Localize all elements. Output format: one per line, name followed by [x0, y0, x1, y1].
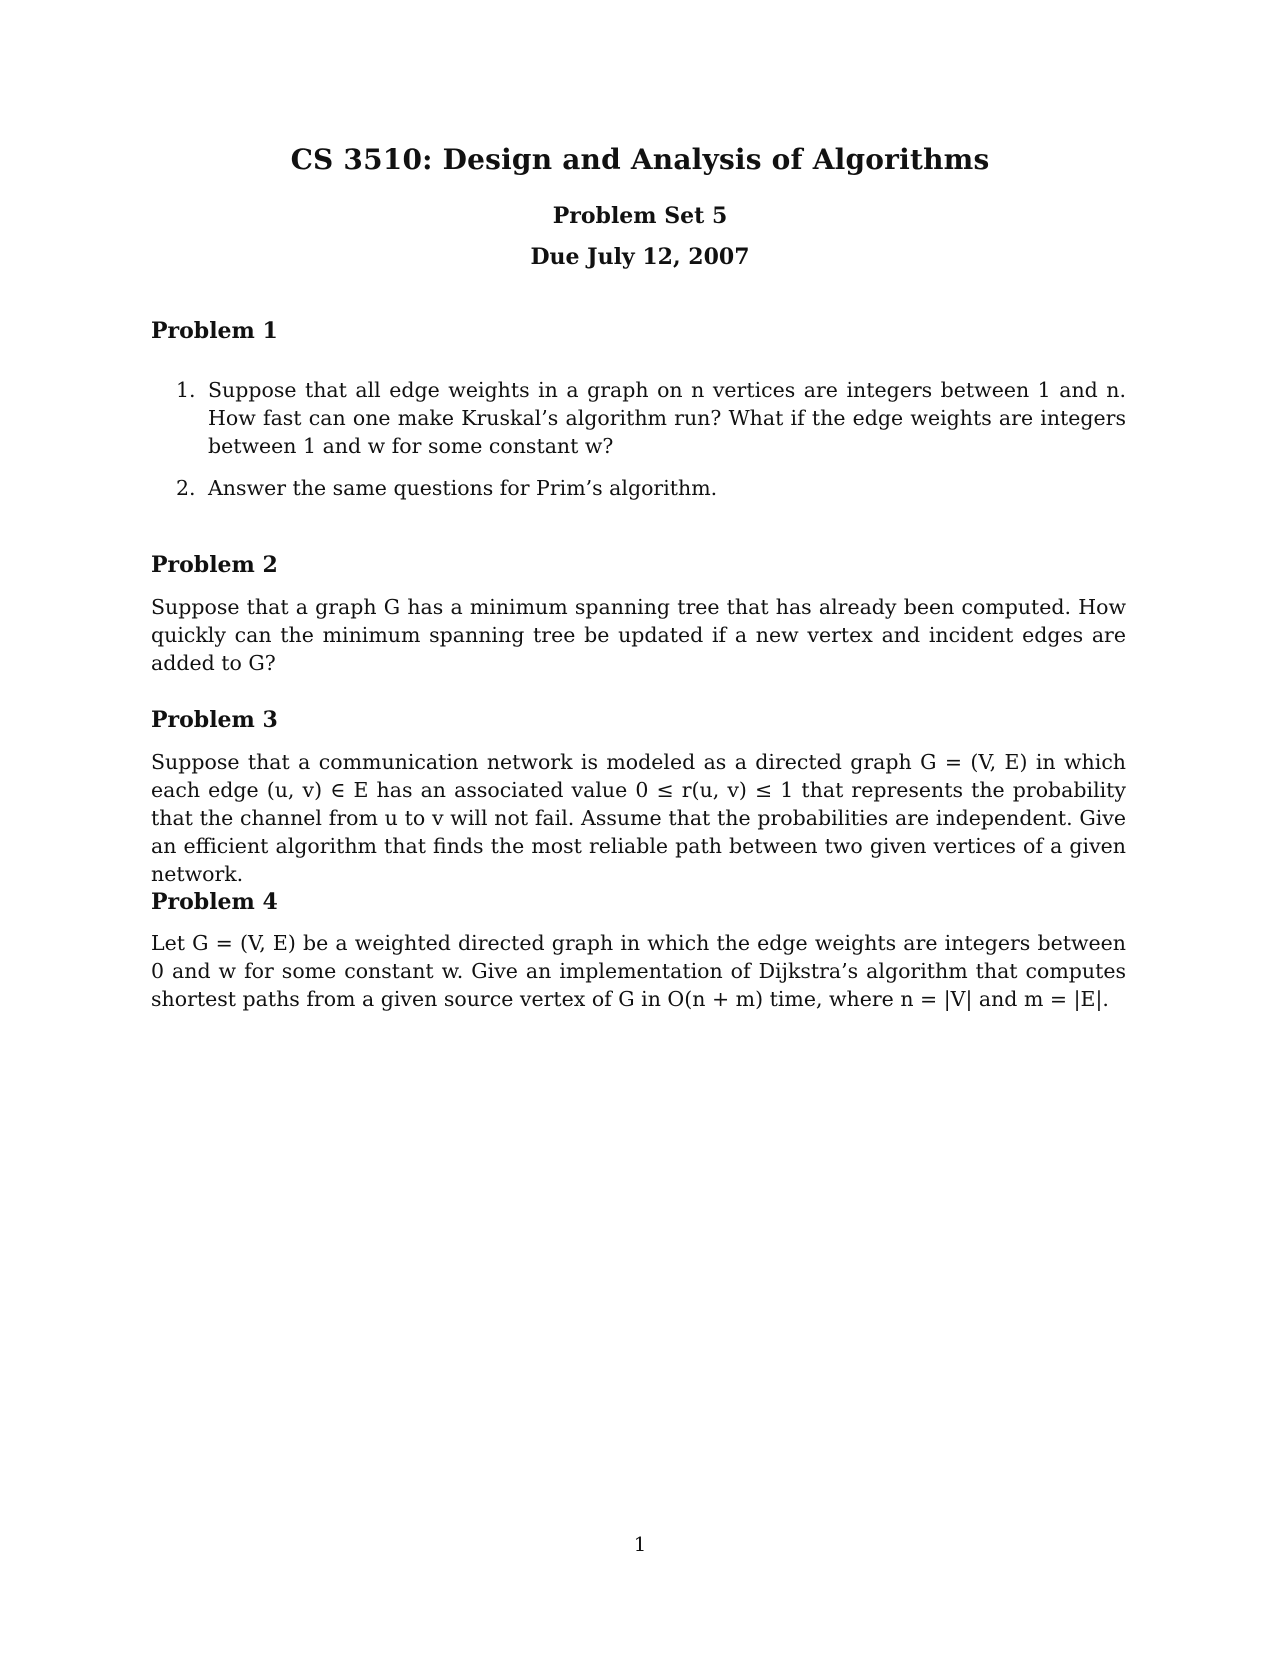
problem-1-item-1-text: Suppose that all edge weights in a graph on n vertices are integers between 1 and n. How fast can one make Kruskal’s algorithm run? What if the edge weights are integers between 1 and w for some constant w?: [208, 378, 1126, 458]
problem-1-heading: Problem 1: [151, 318, 278, 344]
problem-1-item-2: [151, 474, 1126, 502]
problem-3-heading: Problem 3: [151, 707, 278, 733]
problem-2-text: Suppose that a graph G has a minimum spanning tree that has already been computed. How quickly can the minimum spanning tree be updated if a new vertex and incident edges are added to G?: [151, 595, 1126, 675]
list-number: 2.: [176, 476, 196, 500]
due-date: Due July 12, 2007: [530, 244, 750, 270]
list-number: 1.: [176, 378, 196, 402]
problem-4-text: Let G = (V, E) be a weighted directed graph in which the edge weights are integers between 0 and w for some constant w. Give an implementation of Dijkstra’s algorithm that computes shortest paths from a given source vertex of G in O(n + m) time, where n = |V| and m = |E|.: [151, 931, 1126, 1011]
document-title: CS 3510: Design and Analysis of Algorithms: [290, 143, 990, 176]
problem-1-item-2-text: Answer the same questions for Prim’s algorithm.: [208, 476, 718, 500]
page-number: 1: [633, 1532, 647, 1556]
problem-set-label: Problem Set 5: [552, 203, 728, 229]
problem-3-text: Suppose that a communication network is modeled as a directed graph G = (V, E) in which each edge (u, v) ∈ E has an associated value 0 ≤ r(u, v) ≤ 1 that represents the probability that the channel from u to v will not fail. Assume that the probabilities are independent. Give an efficient algorithm that finds the most reliable path between two given vertices of a given network.: [151, 750, 1126, 886]
problem-4-heading: Problem 4: [151, 889, 278, 915]
problem-2-heading: Problem 2: [151, 552, 278, 578]
problem-1-item-1: [151, 376, 1126, 460]
